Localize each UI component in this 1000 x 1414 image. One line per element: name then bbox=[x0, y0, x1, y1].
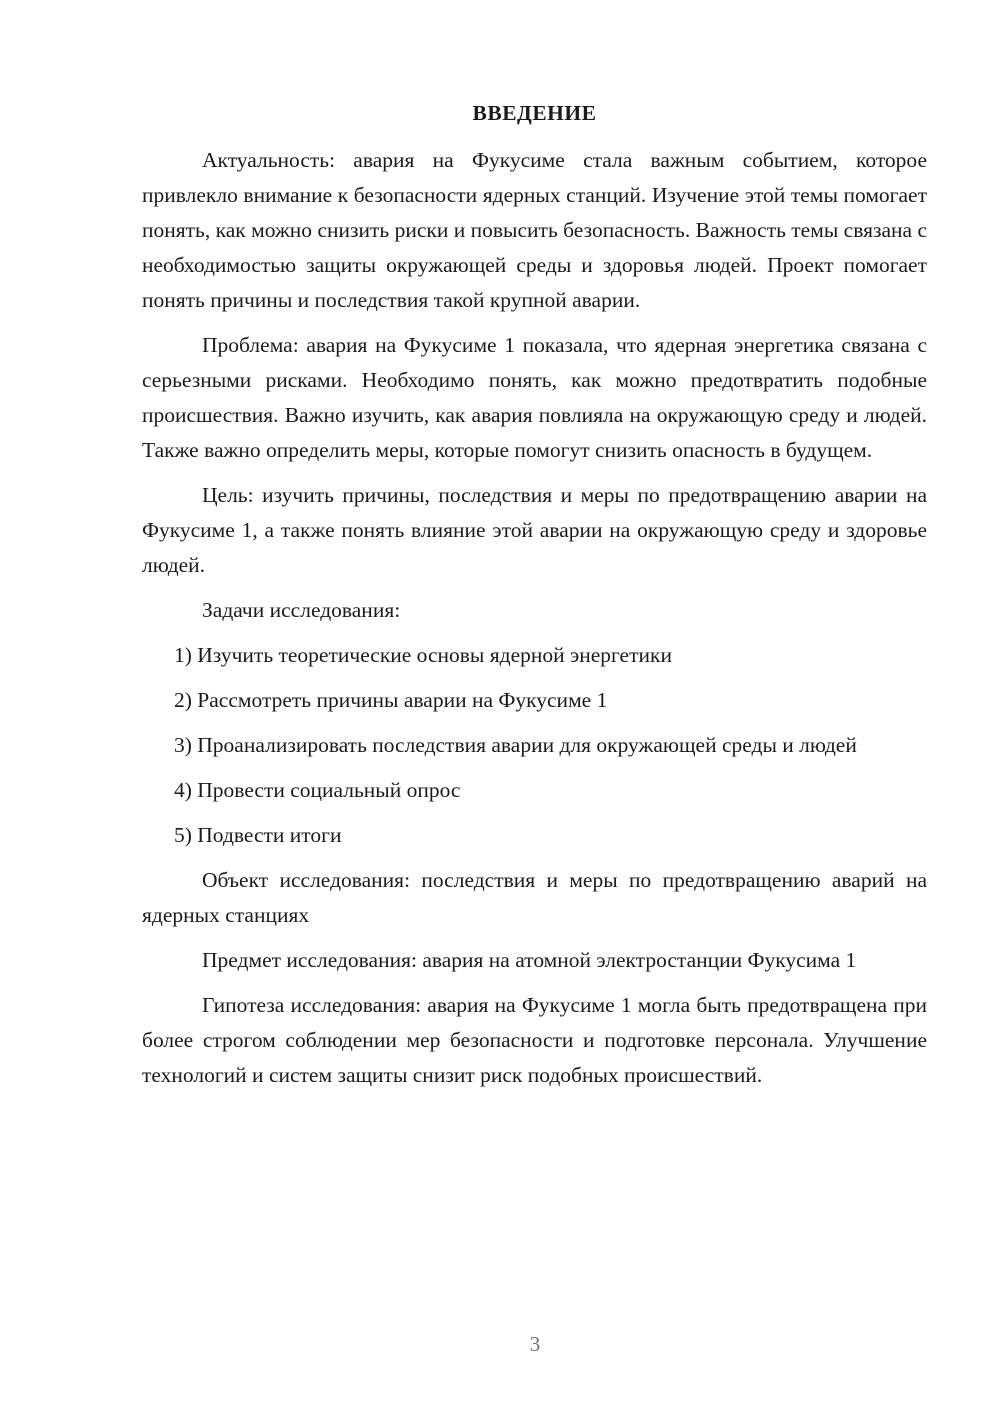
task-item: 3) Проанализировать последствия аварии для окружающей среды и людей bbox=[174, 733, 857, 757]
relevance-paragraph: Актуальность: авария на Фукусиме стала важным событием, которое привлекло внимание к безопасности ядерных станций. Изучение этой темы помогает понять, как можно снизить риски и повысить безопасность. Важность темы связана с необходимостью защиты окружающей среды и здоровья людей. Проект помогает понять причины и последствия такой крупной аварии. bbox=[142, 148, 927, 312]
section-title: ВВЕДЕНИЕ bbox=[472, 101, 597, 125]
object-paragraph: Объект исследования: последствия и меры по предотвращению аварий на ядерных станциях bbox=[142, 868, 927, 927]
problem-paragraph: Проблема: авария на Фукусиме 1 показала, что ядерная энергетика связана с серьезными рисками. Необходимо понять, как можно предотвратить подобные происшествия. Важно изучить, как авария повлияла на окружающую среду и людей. Также важно определить меры, которые помогут снизить опасность в будущем. bbox=[142, 333, 927, 462]
subject-paragraph: Предмет исследования: авария на атомной электростанции Фукусима 1 bbox=[202, 948, 857, 972]
task-item: 1) Изучить теоретические основы ядерной энергетики bbox=[174, 643, 672, 667]
tasks-heading: Задачи исследования: bbox=[202, 598, 401, 622]
task-item: 2) Рассмотреть причины аварии на Фукусиме 1 bbox=[174, 688, 608, 712]
task-item: 4) Провести социальный опрос bbox=[174, 778, 461, 802]
hypothesis-paragraph: Гипотеза исследования: авария на Фукусиме 1 могла быть предотвращена при более строгом соблюдении мер безопасности и подготовке персонала. Улучшение технологий и систем защиты снизит риск подобных происшествий. bbox=[142, 993, 927, 1087]
page-number: 3 bbox=[529, 1332, 541, 1356]
document-page bbox=[142, 96, 927, 1103]
goal-paragraph: Цель: изучить причины, последствия и меры по предотвращению аварии на Фукусиме 1, а также понять влияние этой аварии на окружающую среду и здоровье людей. bbox=[142, 483, 927, 577]
task-item: 5) Подвести итоги bbox=[174, 823, 342, 847]
